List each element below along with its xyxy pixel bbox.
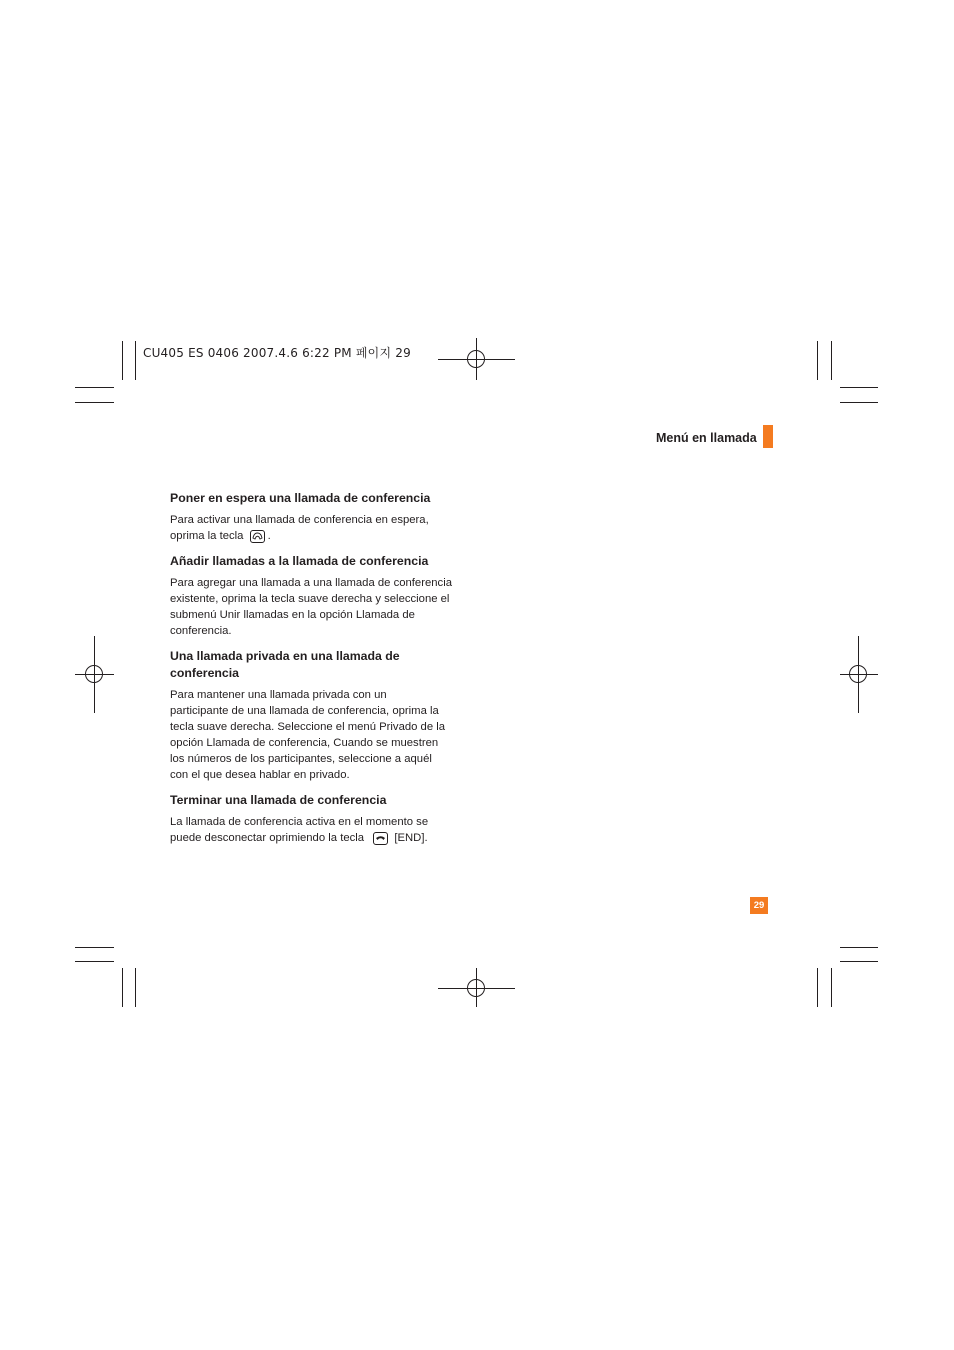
section-add-calls xyxy=(170,553,454,639)
section-end-conference xyxy=(170,792,454,846)
send-key-icon xyxy=(250,530,265,543)
section-body: Para agregar una llamada a una llamada de conferencia existente, oprima la tecla suave derecha y seleccione el submenú Unir llamadas en la opción Llamada de conferencia. xyxy=(170,577,452,637)
section-heading: Añadir llamadas a la llamada de conferencia xyxy=(170,554,429,568)
main-content xyxy=(170,490,454,855)
section-title: Menú en llamada xyxy=(656,431,757,445)
section-tab-marker xyxy=(763,425,773,448)
section-heading: Poner en espera una llamada de conferencia xyxy=(170,491,431,505)
section-private-call xyxy=(170,648,454,783)
section-body: La llamada de conferencia activa en el momento se puede desconectar oprimiendo la tecla [END]. xyxy=(170,816,429,844)
print-slug: CU405 ES 0406 2007.4.6 6:22 PM 페이지 29 xyxy=(143,346,411,360)
section-hold-conference xyxy=(170,490,454,544)
page-number: 29 xyxy=(750,897,768,914)
section-body: Para activar una llamada de conferencia en espera, oprima la tecla . xyxy=(170,514,429,542)
section-heading: Una llamada privada en una llamada de conferencia xyxy=(170,649,400,680)
end-key-icon xyxy=(373,832,388,845)
section-body: Para mantener una llamada privada con un participante de una llamada de conferencia, oprima la tecla suave derecha. Seleccione el menú Privado de la opción Llamada de conferencia, Cuando se muestren los números de los participantes, seleccione a aquél con el que desea hablar en privado. xyxy=(170,689,446,781)
section-heading: Terminar una llamada de conferencia xyxy=(170,793,387,807)
